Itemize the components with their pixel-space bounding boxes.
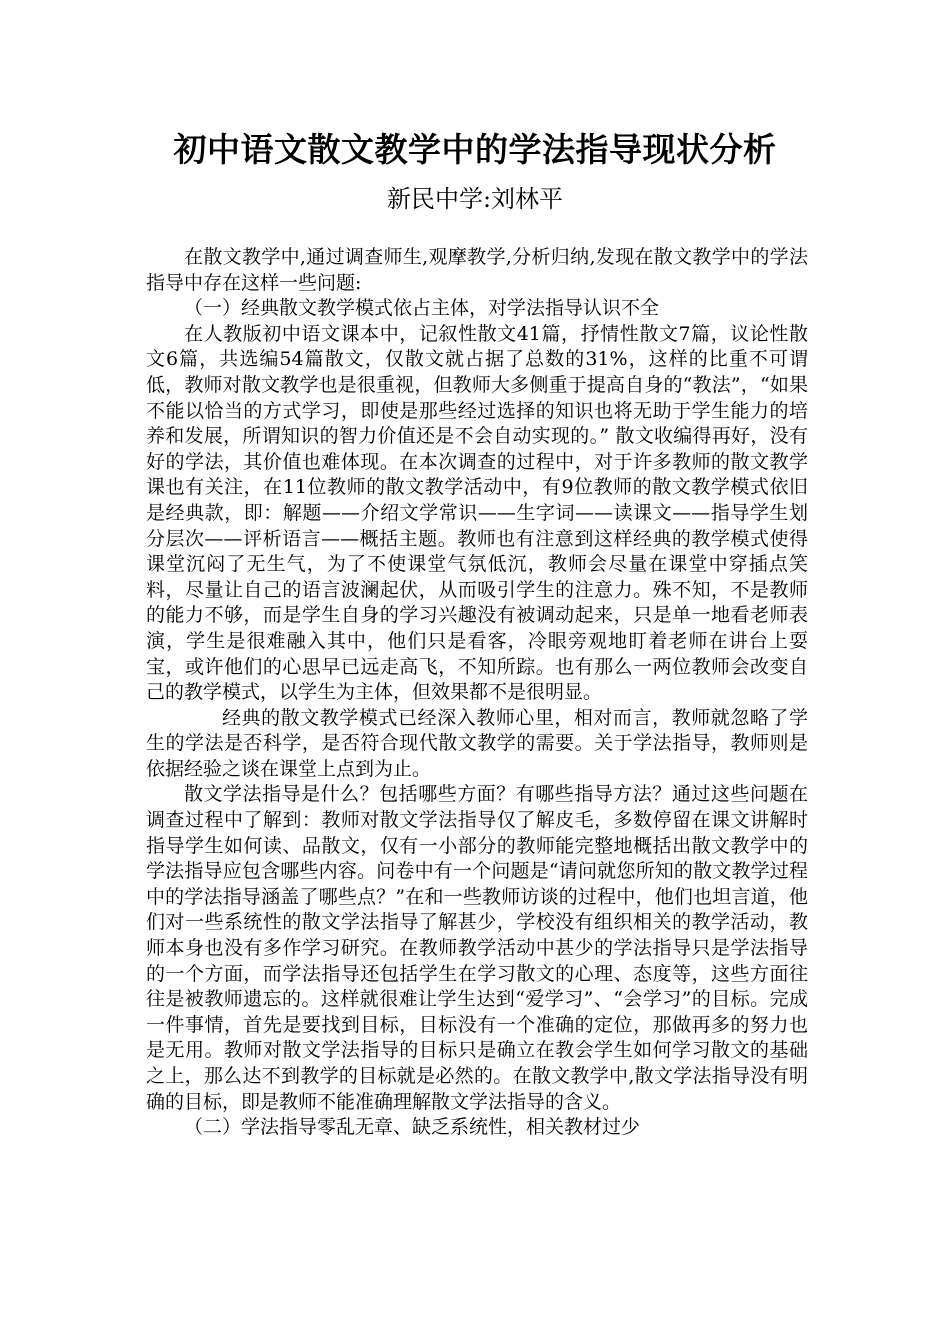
paragraph-1: 在人教版初中语文课本中，记叙性散文41篇，抒情性散文7篇，议论性散文6篇，共选编54篇散文，仅散文就占据了总数的31%，这样的比重不可谓低，教师对散文教学也是很重视，但教师大多侧重于提高自身的“教法”，“如果不能以恰当的方式学习，即使是那些经过选择的知识也将无助于学生能力的培养和发展，所谓知识的智力价值还是不会自动实现的。” 散文收编得再好，没有好的学法，其价值也难体现。在本次调查的过程中，对于许多教师的散文教学课也有关注，在11位教师的散文教学活动中，有9位教师的散文教学模式依旧是经典款，即：解题——介绍文学常识——生字词——读课文——指导学生划分层次——评析语言——概括主题。教师也有注意到这样经典的教学模式使得课堂沉闷了无生气，为了不使课堂气氛低沉，教师会尽量在课堂中穿插点笑料，尽量让自己的语言波澜起伏，从而吸引学生的注意力。殊不知，不是教师的能力不够，而是学生自身的学习兴趣没有被调动起来，只是单一地看老师表演，学生是很难融入其中，他们只是看客，冷眼旁观地盯着老师在讲台上耍宝，或许他们的心思早已远走高飞，不知所踪。也有那么一两位教师会改变自己的教学模式，以学生为主体，但效果都不是很明显。	[146, 322, 808, 704]
section-heading-2: （二）学法指导零乱无章、缺乏系统性，相关教材过少	[184, 1116, 641, 1139]
paragraph-2: 经典的散文教学模式已经深入教师心里，相对而言，教师就忽略了学生的学法是否科学，是否符合现代散文教学的需要。关于学法指导，教师则是依据经验之谈在课堂上点到为止。	[146, 706, 808, 780]
paragraph-3: 散文学法指导是什么？包括哪些方面？有哪些指导方法？通过这些问题在调查过程中了解到：教师对散文学法指导仅了解皮毛，多数停留在课文讲解时指导学生如何读、品散文，仅有一小部分的教师能完整地概括出散文教学中的学法指导应包含哪些内容。问卷中有一个问题是“请问就您所知的散文教学过程中的学法指导涵盖了哪些点？”在和一些教师访谈的过程中，他们也坦言道，他们对一些系统性的散文学法指导了解甚少，学校没有组织相关的教学活动，教师本身也没有多作学习研究。在教师教学活动中甚少的学法指导只是学法指导的一个方面，而学法指导还包括学生在学习散文的心理、态度等，这些方面往往是被教师遗忘的。这样就很难让学生达到“爱学习”、“会学习”的目标。完成一件事情，首先是要找到目标，目标没有一个准确的定位，那做再多的努力也是无用。教师对散文学法指导的目标只是确立在教会学生如何学习散文的基础之上，那么达不到教学的目标就是必然的。在散文教学中,散文学法指导没有明确的目标，即是教师不能准确理解散文学法指导的含义。	[146, 783, 808, 1113]
document-title: 初中语文散文教学中的学法指导现状分析	[173, 130, 777, 169]
document-body	[146, 245, 808, 1141]
author-line: 新民中学:刘林平	[386, 185, 564, 213]
section-heading-1: （一）经典散文教学模式依占主体，对学法指导认识不全	[184, 297, 660, 320]
paragraph-intro: 在散文教学中,通过调查师生,观摩教学,分析归纳,发现在散文教学中的学法指导中存在这样一些问题:	[146, 246, 808, 294]
